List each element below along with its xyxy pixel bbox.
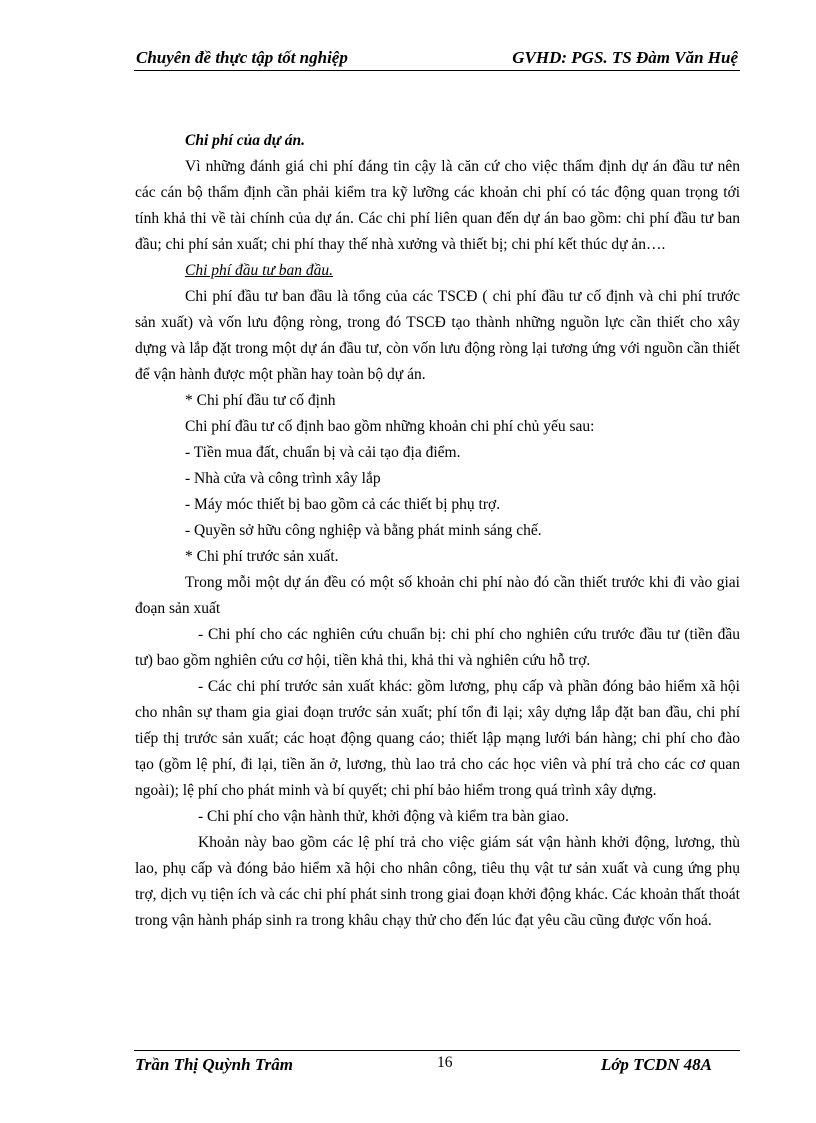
paragraph-trial-run: Khoản này bao gồm các lệ phí trả cho việc giám sát vận hành khởi động, lương, thù lao, phụ cấp và đóng bảo hiểm xã hội cho nhân công, tiêu thụ vật tư sản xuất và cung ứng phụ trợ, dịch vụ tiện ích và các chi phí phát sinh trong giai đoạn khởi động khác. Các khoản thất thoát trong vận hành pháp sinh ra trong khâu chạy thử cho đến lúc đạt yêu cầu cũng được vốn hoá. (135, 834, 740, 929)
paragraph-preproduction: Trong mỗi một dự án đều có một số khoản chi phí nào đó cần thiết trước khi đi vào giai đoạn sản xuất (135, 574, 740, 617)
page-content (135, 128, 740, 934)
list-item-other-costs: - Các chi phí trước sản xuất khác: gồm lương, phụ cấp và phần đóng bảo hiểm xã hội cho nhân sự tham gia giai đoạn trước sản xuất; phí tổn đi lại; xây dựng lắp đặt ban đầu, chi phí tiếp thị trước sản xuất; các hoạt động quang cáo; thiết lập mạng lưới bán hàng; chi phí cho đào tạo (gồm lệ phí, đi lại, tiền ăn ở, lương, thù lao trả cho các học viên và phí trả cho các cơ quan ngoài); lệ phí cho phát minh và bí quyết; chi phí bảo hiểm trong quá trình xây dựng. (135, 678, 740, 799)
page-number: 16 (437, 1054, 453, 1071)
header-divider (134, 70, 740, 71)
list-item: - Nhà cửa và công trình xây lắp (185, 470, 381, 487)
list-item: - Quyền sở hữu công nghiệp và bằng phát minh sáng chế. (185, 522, 542, 539)
list-item: - Tiền mua đất, chuẩn bị và cải tạo địa điểm. (185, 444, 461, 461)
subheading-preproduction: * Chi phí trước sản xuất. (185, 548, 339, 565)
section-heading-costs: Chi phí của dự án. (185, 132, 305, 149)
footer-author: Trần Thị Quỳnh Trâm (135, 1055, 293, 1074)
paragraph-initial-investment: Chi phí đầu tư ban đầu là tổng của các TSCĐ ( chi phí đầu tư cố định và chi phí trước sản xuất) và vốn lưu động ròng, trong đó TSCĐ tạo thành những nguồn lực cần thiết cho xây dựng và lắp đặt trong một dự án đầu tư, còn vốn lưu động ròng lại tương ứng với nguồn cần thiết để vận hành được một phần hay toàn bộ dự án. (135, 288, 740, 383)
subheading-fixed-investment: * Chi phí đầu tư cố định (185, 392, 336, 409)
list-item-research: - Chi phí cho các nghiên cứu chuẩn bị: chi phí cho nghiên cứu trước đầu tư (tiền đầu tư) bao gồm nghiên cứu cơ hội, tiền khả thi, khả thi và nghiên cứu hỗ trợ. (135, 626, 740, 669)
list-item-trial-run: - Chi phí cho vận hành thử, khởi động và kiểm tra bàn giao. (198, 808, 569, 825)
list-item: - Máy móc thiết bị bao gồm cả các thiết bị phụ trợ. (185, 496, 501, 513)
header-advisor: GVHD: PGS. TS Đàm Văn Huệ (512, 48, 738, 67)
footer-class: Lớp TCDN 48A (600, 1055, 712, 1074)
footer-divider (134, 1050, 740, 1051)
header-title: Chuyên đề thực tập tốt nghiệp (136, 48, 348, 67)
fixed-investment-intro: Chi phí đầu tư cố định bao gồm những khoản chi phí chủ yếu sau: (185, 418, 595, 435)
paragraph-costs-intro: Vì những đánh giá chi phí đáng tin cậy là căn cứ cho việc thẩm định dự án đầu tư nên các cán bộ thẩm định cần phải kiểm tra kỹ lưỡng các khoản chi phí có tác động quan trọng tới tính khả thi về tài chính của dự án. Các chi phí liên quan đến dự án bao gồm: chi phí đầu tư ban đầu; chi phí sản xuất; chi phí thay thế nhà xưởng và thiết bị; chi phí kết thúc dự ản…. (135, 158, 740, 253)
section-heading-initial-investment: Chi phí đầu tư ban đầu. (185, 262, 333, 279)
